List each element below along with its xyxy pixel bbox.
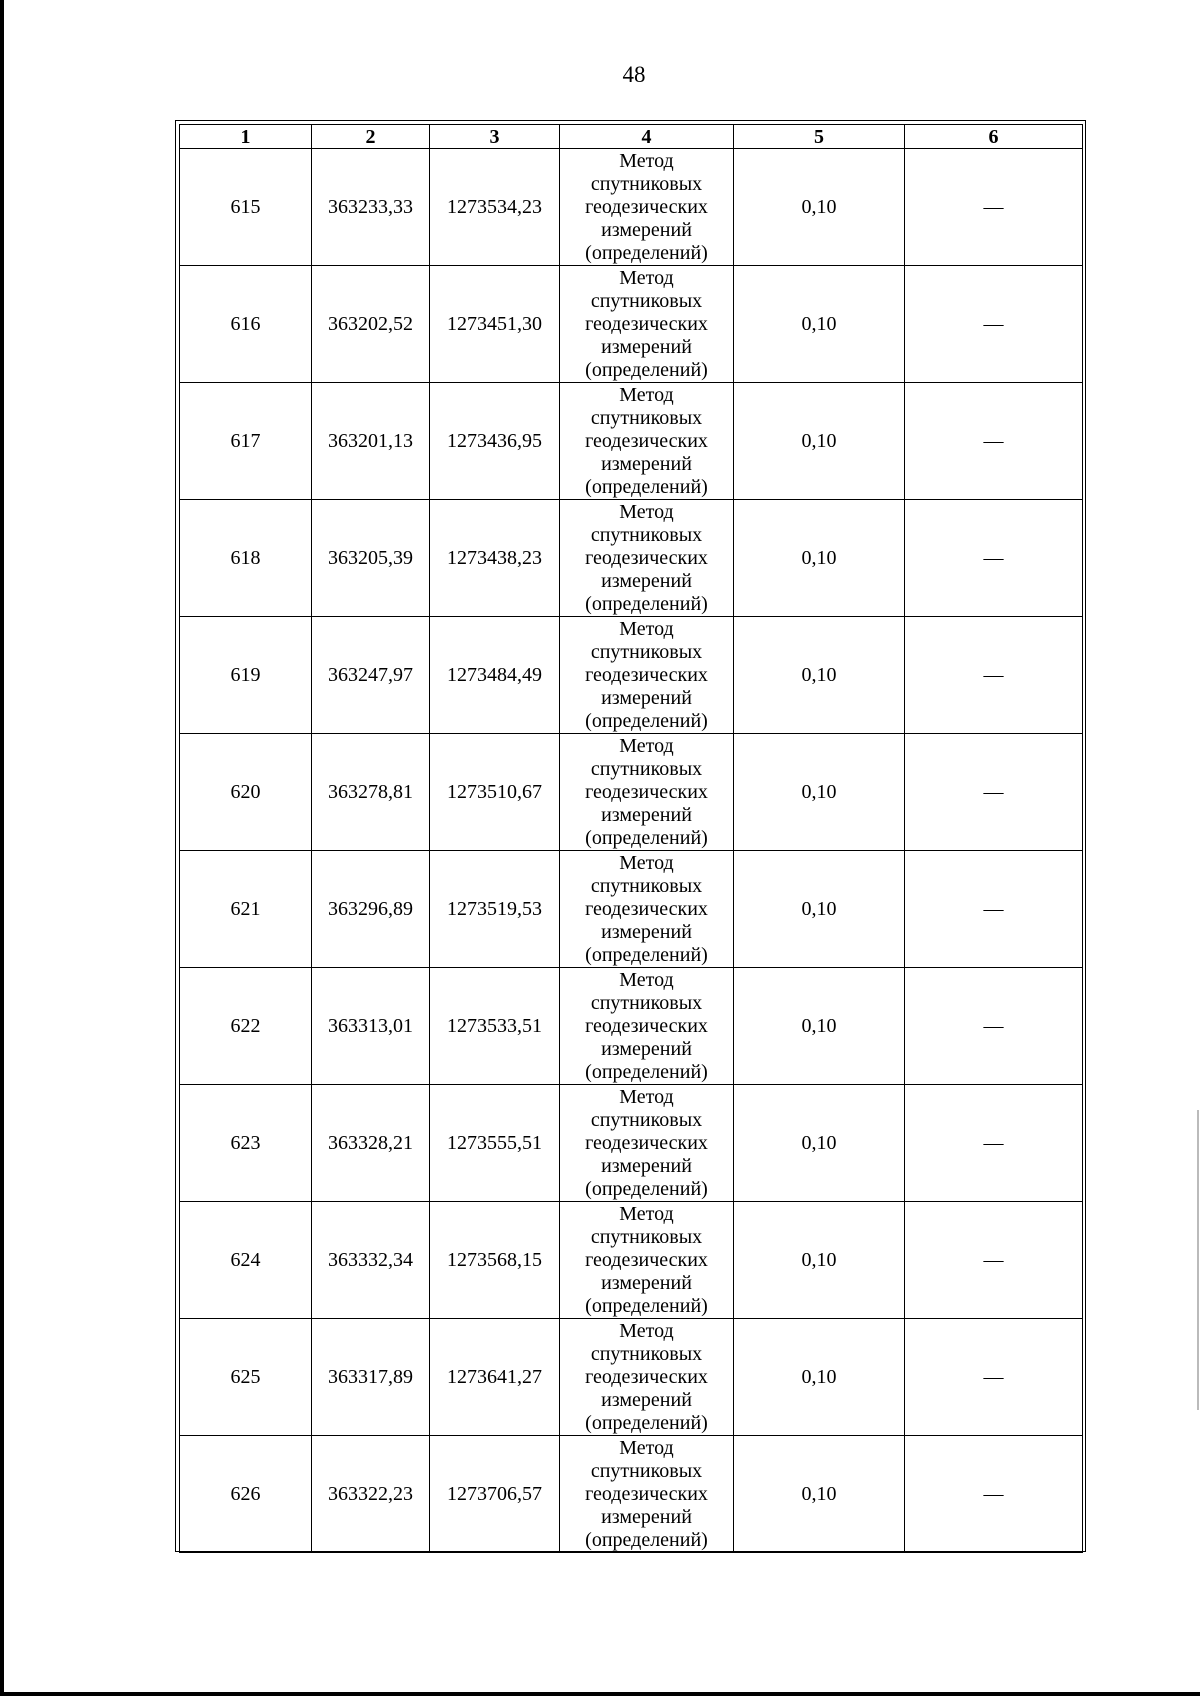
y-coordinate-cell: 1273555,51 [430, 1085, 560, 1202]
note-cell: — [905, 617, 1083, 734]
point-number-cell: 619 [180, 617, 312, 734]
method-line: Метод [619, 968, 674, 991]
x-coordinate-cell: 363233,33 [312, 149, 430, 266]
method-line: геодезических [585, 1131, 708, 1154]
method-cell [560, 1319, 734, 1436]
y-coordinate-cell: 1273510,67 [430, 734, 560, 851]
x-coordinate-cell: 363328,21 [312, 1085, 430, 1202]
note-cell: — [905, 383, 1083, 500]
accuracy-cell: 0,10 [734, 1202, 905, 1319]
header-col-2: 2 [312, 125, 430, 149]
method-line: спутниковых [590, 757, 703, 780]
point-number-cell: 623 [180, 1085, 312, 1202]
method-line: геодезических [585, 546, 708, 569]
y-coordinate-cell: 1273534,23 [430, 149, 560, 266]
page-number: 48 [622, 62, 646, 87]
method-line: (определений) [585, 826, 708, 849]
header-col-6: 6 [905, 125, 1083, 149]
note-cell: — [905, 968, 1083, 1085]
table-row [180, 734, 1083, 851]
method-line: геодезических [585, 663, 708, 686]
accuracy-cell: 0,10 [734, 1085, 905, 1202]
method-line: Метод [619, 383, 674, 406]
method-line: (определений) [585, 1528, 708, 1551]
method-line: спутниковых [590, 874, 703, 897]
method-cell [560, 1202, 734, 1319]
method-line: (определений) [585, 709, 708, 732]
method-line: спутниковых [590, 1225, 703, 1248]
accuracy-cell: 0,10 [734, 734, 905, 851]
method-line: Метод [619, 1202, 674, 1225]
method-cell [560, 1085, 734, 1202]
method-line: измерений [601, 803, 692, 826]
method-line: Метод [619, 1436, 674, 1459]
header-col-1: 1 [180, 125, 312, 149]
accuracy-cell: 0,10 [734, 266, 905, 383]
method-line: геодезических [585, 897, 708, 920]
note-cell: — [905, 1085, 1083, 1202]
y-coordinate-cell: 1273438,23 [430, 500, 560, 617]
header-col-4: 4 [560, 125, 734, 149]
x-coordinate-cell: 363201,13 [312, 383, 430, 500]
y-coordinate-cell: 1273706,57 [430, 1436, 560, 1553]
point-number-cell: 617 [180, 383, 312, 500]
table-row [180, 149, 1083, 266]
header-col-3: 3 [430, 125, 560, 149]
point-number-cell: 621 [180, 851, 312, 968]
method-line: Метод [619, 734, 674, 757]
y-coordinate-cell: 1273519,53 [430, 851, 560, 968]
x-coordinate-cell: 363205,39 [312, 500, 430, 617]
table-body [180, 149, 1083, 1553]
method-line: (определений) [585, 475, 708, 498]
method-line: (определений) [585, 358, 708, 381]
table-row [180, 851, 1083, 968]
method-cell [560, 968, 734, 1085]
accuracy-cell: 0,10 [734, 851, 905, 968]
method-line: геодезических [585, 1365, 708, 1388]
table-row [180, 1202, 1083, 1319]
note-cell: — [905, 500, 1083, 617]
note-cell: — [905, 1202, 1083, 1319]
x-coordinate-cell: 363296,89 [312, 851, 430, 968]
method-line: спутниковых [590, 289, 703, 312]
accuracy-cell: 0,10 [734, 1436, 905, 1553]
method-line: Метод [619, 617, 674, 640]
method-line: (определений) [585, 1411, 708, 1434]
method-line: геодезических [585, 1482, 708, 1505]
method-line: спутниковых [590, 406, 703, 429]
x-coordinate-cell: 363313,01 [312, 968, 430, 1085]
x-coordinate-cell: 363317,89 [312, 1319, 430, 1436]
accuracy-cell: 0,10 [734, 383, 905, 500]
method-line: геодезических [585, 195, 708, 218]
method-line: спутниковых [590, 1108, 703, 1131]
method-cell [560, 734, 734, 851]
method-line: геодезических [585, 780, 708, 803]
point-number-cell: 616 [180, 266, 312, 383]
header-col-5: 5 [734, 125, 905, 149]
x-coordinate-cell: 363202,52 [312, 266, 430, 383]
y-coordinate-cell: 1273641,27 [430, 1319, 560, 1436]
method-line: спутниковых [590, 1342, 703, 1365]
method-line: измерений [601, 452, 692, 475]
method-line: (определений) [585, 592, 708, 615]
method-line: измерений [601, 920, 692, 943]
table-row [180, 1319, 1083, 1436]
method-line: Метод [619, 851, 674, 874]
point-number-cell: 624 [180, 1202, 312, 1319]
method-line: спутниковых [590, 523, 703, 546]
method-line: измерений [601, 1271, 692, 1294]
y-coordinate-cell: 1273484,49 [430, 617, 560, 734]
method-line: спутниковых [590, 1459, 703, 1482]
table-row [180, 1436, 1083, 1553]
scan-edge-left [0, 0, 4, 1696]
table-row [180, 266, 1083, 383]
method-line: измерений [601, 1037, 692, 1060]
note-cell: — [905, 266, 1083, 383]
x-coordinate-cell: 363332,34 [312, 1202, 430, 1319]
method-line: (определений) [585, 241, 708, 264]
y-coordinate-cell: 1273568,15 [430, 1202, 560, 1319]
coordinates-table [179, 124, 1083, 1553]
method-line: измерений [601, 335, 692, 358]
method-line: (определений) [585, 1294, 708, 1317]
method-line: геодезических [585, 1248, 708, 1271]
x-coordinate-cell: 363322,23 [312, 1436, 430, 1553]
method-line: (определений) [585, 1177, 708, 1200]
y-coordinate-cell: 1273451,30 [430, 266, 560, 383]
method-line: Метод [619, 1085, 674, 1108]
method-cell [560, 1436, 734, 1553]
table-row [180, 1085, 1083, 1202]
accuracy-cell: 0,10 [734, 500, 905, 617]
x-coordinate-cell: 363247,97 [312, 617, 430, 734]
method-line: Метод [619, 266, 674, 289]
method-line: Метод [619, 500, 674, 523]
note-cell: — [905, 1436, 1083, 1553]
method-line: Метод [619, 149, 674, 172]
x-coordinate-cell: 363278,81 [312, 734, 430, 851]
method-line: геодезических [585, 429, 708, 452]
y-coordinate-cell: 1273436,95 [430, 383, 560, 500]
method-line: измерений [601, 686, 692, 709]
scan-edge-bottom [0, 1692, 1200, 1696]
table-row [180, 968, 1083, 1085]
accuracy-cell: 0,10 [734, 968, 905, 1085]
accuracy-cell: 0,10 [734, 1319, 905, 1436]
method-line: измерений [601, 1154, 692, 1177]
accuracy-cell: 0,10 [734, 617, 905, 734]
table-row [180, 617, 1083, 734]
note-cell: — [905, 149, 1083, 266]
method-line: измерений [601, 1388, 692, 1411]
point-number-cell: 615 [180, 149, 312, 266]
method-line: измерений [601, 569, 692, 592]
method-cell [560, 149, 734, 266]
note-cell: — [905, 851, 1083, 968]
method-line: геодезических [585, 1014, 708, 1037]
point-number-cell: 625 [180, 1319, 312, 1436]
point-number-cell: 626 [180, 1436, 312, 1553]
y-coordinate-cell: 1273533,51 [430, 968, 560, 1085]
table-row [180, 500, 1083, 617]
method-line: Метод [619, 1319, 674, 1342]
method-cell [560, 851, 734, 968]
point-number-cell: 618 [180, 500, 312, 617]
method-line: (определений) [585, 1060, 708, 1083]
note-cell: — [905, 734, 1083, 851]
method-cell [560, 500, 734, 617]
point-number-cell: 622 [180, 968, 312, 1085]
method-line: спутниковых [590, 640, 703, 663]
method-cell [560, 617, 734, 734]
method-cell [560, 383, 734, 500]
note-cell: — [905, 1319, 1083, 1436]
accuracy-cell: 0,10 [734, 149, 905, 266]
method-line: измерений [601, 1505, 692, 1528]
method-line: спутниковых [590, 991, 703, 1014]
method-line: геодезических [585, 312, 708, 335]
table-header-row [180, 125, 1083, 149]
scan-edge-right [1197, 1110, 1199, 1410]
method-line: (определений) [585, 943, 708, 966]
method-line: измерений [601, 218, 692, 241]
table-row [180, 383, 1083, 500]
method-cell [560, 266, 734, 383]
method-line: спутниковых [590, 172, 703, 195]
point-number-cell: 620 [180, 734, 312, 851]
